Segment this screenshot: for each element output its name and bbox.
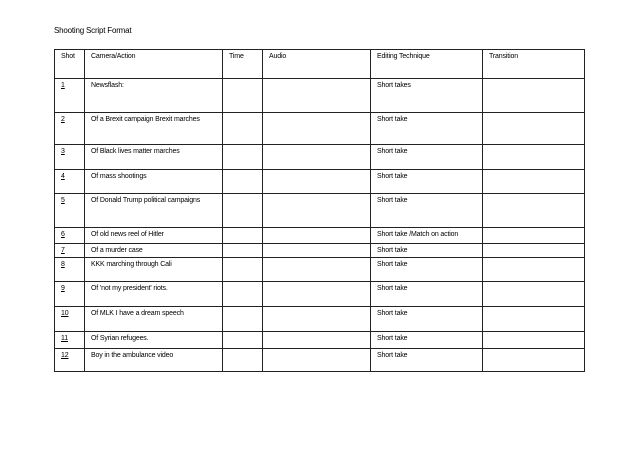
table-row — [55, 79, 585, 113]
editing-technique-cell: Short take — [371, 170, 483, 194]
camera-action-cell: Of mass shootings — [85, 170, 223, 194]
camera-action-cell: Of a Brexit campaign Brexit marches — [85, 113, 223, 145]
shot-number: 1 — [55, 79, 85, 113]
shot-number: 5 — [55, 194, 85, 228]
audio-cell — [263, 228, 371, 244]
audio-cell — [263, 349, 371, 372]
camera-action-cell: Boy in the ambulance video — [85, 349, 223, 372]
transition-cell — [483, 282, 585, 307]
audio-cell — [263, 145, 371, 170]
time-cell — [223, 307, 263, 332]
camera-action-cell: Of 'not my president' riots. — [85, 282, 223, 307]
table-row — [55, 282, 585, 307]
time-cell — [223, 282, 263, 307]
editing-technique-cell: Short take — [371, 194, 483, 228]
header-audio: Audio — [263, 50, 371, 79]
header-shot: Shot — [55, 50, 85, 79]
editing-technique-cell: Short takes — [371, 79, 483, 113]
table-row — [55, 332, 585, 349]
transition-cell — [483, 145, 585, 170]
table-row — [55, 170, 585, 194]
header-time: Time — [223, 50, 263, 79]
shot-number: 9 — [55, 282, 85, 307]
time-cell — [223, 79, 263, 113]
shot-number: 2 — [55, 113, 85, 145]
transition-cell — [483, 258, 585, 282]
header-editing-technique: Editing Technique — [371, 50, 483, 79]
camera-action-cell: Of Donald Trump political campaigns — [85, 194, 223, 228]
editing-technique-cell: Short take — [371, 307, 483, 332]
audio-cell — [263, 282, 371, 307]
time-cell — [223, 113, 263, 145]
editing-technique-cell: Short take — [371, 113, 483, 145]
transition-cell — [483, 170, 585, 194]
editing-technique-cell: Short take /Match on action — [371, 228, 483, 244]
transition-cell — [483, 307, 585, 332]
camera-action-cell: KKK marching through Cali — [85, 258, 223, 282]
camera-action-cell: Of MLK I have a dream speech — [85, 307, 223, 332]
editing-technique-cell: Short take — [371, 145, 483, 170]
audio-cell — [263, 113, 371, 145]
shot-number: 7 — [55, 244, 85, 258]
table-row — [55, 145, 585, 170]
time-cell — [223, 194, 263, 228]
time-cell — [223, 228, 263, 244]
transition-cell — [483, 113, 585, 145]
editing-technique-cell: Short take — [371, 244, 483, 258]
table-row — [55, 349, 585, 372]
camera-action-cell: Of a murder case — [85, 244, 223, 258]
transition-cell — [483, 244, 585, 258]
editing-technique-cell: Short take — [371, 349, 483, 372]
shot-number: 8 — [55, 258, 85, 282]
audio-cell — [263, 332, 371, 349]
header-row — [55, 50, 585, 79]
time-cell — [223, 349, 263, 372]
table-row — [55, 307, 585, 332]
shot-number: 12 — [55, 349, 85, 372]
time-cell — [223, 332, 263, 349]
table-row — [55, 113, 585, 145]
time-cell — [223, 258, 263, 282]
time-cell — [223, 170, 263, 194]
camera-action-cell: Of Syrian refugees. — [85, 332, 223, 349]
transition-cell — [483, 228, 585, 244]
transition-cell — [483, 349, 585, 372]
table-row — [55, 258, 585, 282]
table-row — [55, 228, 585, 244]
table-row — [55, 244, 585, 258]
camera-action-cell: Newsflash: — [85, 79, 223, 113]
transition-cell — [483, 332, 585, 349]
editing-technique-cell: Short take — [371, 258, 483, 282]
shot-number: 3 — [55, 145, 85, 170]
editing-technique-cell: Short take — [371, 282, 483, 307]
transition-cell — [483, 79, 585, 113]
header-transition: Transition — [483, 50, 585, 79]
shot-number: 11 — [55, 332, 85, 349]
table-row — [55, 194, 585, 228]
audio-cell — [263, 244, 371, 258]
shooting-script-table — [54, 49, 585, 372]
shot-number: 10 — [55, 307, 85, 332]
time-cell — [223, 145, 263, 170]
camera-action-cell: Of old news reel of Hitler — [85, 228, 223, 244]
audio-cell — [263, 307, 371, 332]
camera-action-cell: Of Black lives matter marches — [85, 145, 223, 170]
transition-cell — [483, 194, 585, 228]
audio-cell — [263, 194, 371, 228]
header-camera-action: Camera/Action — [85, 50, 223, 79]
audio-cell — [263, 170, 371, 194]
document-title: Shooting Script Format — [54, 26, 132, 35]
audio-cell — [263, 79, 371, 113]
audio-cell — [263, 258, 371, 282]
editing-technique-cell: Short take — [371, 332, 483, 349]
time-cell — [223, 244, 263, 258]
shot-number: 6 — [55, 228, 85, 244]
shot-number: 4 — [55, 170, 85, 194]
